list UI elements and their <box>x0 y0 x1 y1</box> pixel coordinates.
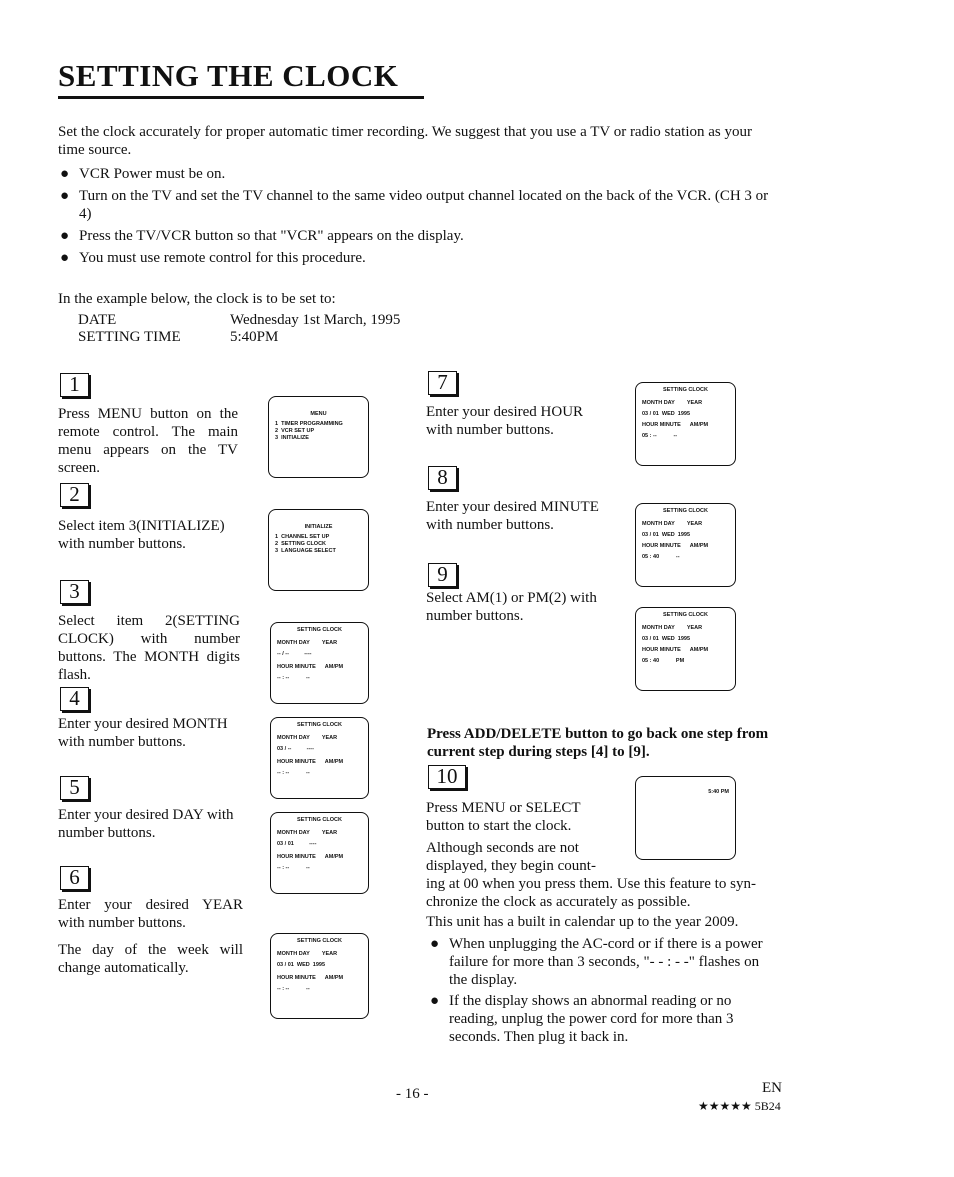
tv-screen-initialize <box>268 509 369 591</box>
step-number-5: 5 <box>60 776 89 800</box>
step-6-text: Enter your desired YEAR with number buttons. <box>58 897 243 931</box>
screen-row: 03 / 01 WED 1995 <box>642 532 690 538</box>
bullet-item: ● When unplugging the AC-cord or if there is a power failure for more than 3 seconds, "- - : - -" flashes on the display. <box>430 936 763 988</box>
bullet-item: ● Turn on the TV and set the TV channel to the same video output channel located on the back of the VCR. (CH 3 or 4) <box>60 188 769 222</box>
screen-row: HOUR MINUTE AM/PM <box>277 975 344 981</box>
screen-row: 05 : 40 PM <box>642 658 685 664</box>
screen-header: INITIALIZE <box>304 524 333 530</box>
screen-row: 03 / 01 WED 1995 <box>642 411 690 417</box>
step-8-text: Enter your desired MINUTE with number buttons. <box>426 499 599 533</box>
screen-row: MONTH DAY YEAR <box>642 400 703 406</box>
step-6-note: The day of the week will change automatically. <box>58 942 243 976</box>
step-number-3: 3 <box>60 580 89 604</box>
screen-row: -- : -- -- <box>277 675 310 681</box>
step-number-10: 10 <box>428 765 466 789</box>
screen-row: MONTH DAY YEAR <box>642 625 703 631</box>
screen-header: SETTING CLOCK <box>297 627 342 633</box>
screen-row: HOUR MINUTE AM/PM <box>642 422 709 428</box>
step-number-7: 7 <box>428 371 457 395</box>
screen-row: 03 / 01 WED 1995 <box>642 636 690 642</box>
date-label: DATE <box>78 312 117 328</box>
screen-row: MONTH DAY YEAR <box>642 521 703 527</box>
step-1-text: Press MENU button on the remote control. The main menu appears on the TV screen. <box>58 406 238 476</box>
seconds-note: Although seconds are not <box>426 840 579 856</box>
screen-row: HOUR MINUTE AM/PM <box>277 664 344 670</box>
screen-header: SETTING CLOCK <box>297 817 342 823</box>
screen-row: 1 CHANNEL SET UP <box>275 534 330 540</box>
screen-header: MENU <box>310 411 327 417</box>
screen-header: SETTING CLOCK <box>663 387 708 393</box>
screen-row: -- : -- -- <box>277 770 310 776</box>
screen-row: 2 VCR SET UP <box>275 428 315 434</box>
tv-screen-menu <box>268 396 369 478</box>
screen-row: 05 : 40 -- <box>642 554 680 560</box>
screen-row: 2 SETTING CLOCK <box>275 541 327 547</box>
add-delete-note: Press ADD/DELETE button to go back one step from current step during steps [4] to [9]. <box>427 726 769 760</box>
time-value: 5:40PM <box>230 329 279 345</box>
step-7-text: Enter your desired HOUR with number buttons. <box>426 404 584 438</box>
screen-clock-time: 5:40 PM <box>708 789 729 795</box>
bullet-item: ● If the display shows an abnormal reading or no reading, unplug the power cord for more than 3 seconds. Then plug it back in. <box>430 993 734 1045</box>
step-4-text: Enter your desired MONTH with number buttons. <box>58 716 228 750</box>
step-9-text: Select AM(1) or PM(2) with number buttons. <box>426 590 597 624</box>
step-number-6: 6 <box>60 866 89 890</box>
step-10-text: Press MENU or SELECT button to start the clock. <box>426 800 581 834</box>
screen-row: 05 : -- -- <box>642 433 678 439</box>
step-number-9: 9 <box>428 563 457 587</box>
intro-text: Set the clock accurately for proper automatic timer recording. We suggest that you use a TV or radio station as your time source. <box>58 124 752 158</box>
screen-row: MONTH DAY YEAR <box>277 735 338 741</box>
screen-row: 03 / 01 WED 1995 <box>277 962 325 968</box>
date-value: Wednesday 1st March, 1995 <box>230 312 401 328</box>
seconds-note: chronize the clock as accurately as possible. <box>426 894 691 910</box>
screen-row: HOUR MINUTE AM/PM <box>642 647 709 653</box>
step-5-text: Enter your desired DAY with number buttons. <box>58 807 234 841</box>
tv-screen-step-10 <box>635 776 736 860</box>
screen-row: MONTH DAY YEAR <box>277 830 338 836</box>
title-underline <box>58 96 424 99</box>
calendar-note: This unit has a built in calendar up to the year 2009. <box>426 914 739 930</box>
tv-screen-step-4 <box>270 717 369 799</box>
seconds-note: ing at 00 when you press them. Use this feature to syn- <box>426 876 756 892</box>
step-2-text: Select item 3(INITIALIZE) with number buttons. <box>58 518 225 552</box>
screen-header: SETTING CLOCK <box>663 612 708 618</box>
screen-row: HOUR MINUTE AM/PM <box>642 543 709 549</box>
step-number-1: 1 <box>60 373 89 397</box>
model-code: ★★★★★ 5B24 <box>698 1099 781 1113</box>
screen-row: -- / -- ---- <box>277 651 312 657</box>
seconds-note: displayed, they begin count- <box>426 858 596 874</box>
step-number-8: 8 <box>428 466 457 490</box>
language-code: EN <box>762 1080 782 1096</box>
screen-row: -- : -- -- <box>277 986 310 992</box>
step-number-2: 2 <box>60 483 89 507</box>
example-intro: In the example below, the clock is to be set to: <box>58 291 336 307</box>
tv-screen-step-9 <box>635 607 736 691</box>
tv-screen-step-6 <box>270 933 369 1019</box>
screen-header: SETTING CLOCK <box>297 722 342 728</box>
tv-screen-step-3 <box>270 622 369 704</box>
screen-row: -- : -- -- <box>277 865 310 871</box>
screen-row: 1 TIMER PROGRAMMING <box>275 421 343 427</box>
screen-row: MONTH DAY YEAR <box>277 951 338 957</box>
screen-row: 3 INITIALIZE <box>275 435 309 441</box>
screen-row: HOUR MINUTE AM/PM <box>277 759 344 765</box>
page-title: SETTING THE CLOCK <box>58 58 399 93</box>
time-label: SETTING TIME <box>78 329 181 345</box>
screen-row: 03 / 01 ---- <box>277 841 317 847</box>
screen-row: 03 / -- ---- <box>277 746 314 752</box>
tv-screen-step-7 <box>635 382 736 466</box>
step-3-text: Select item 2(SETTING CLOCK) with number buttons. The MONTH digits flash. <box>58 613 240 683</box>
page-number: - 16 - <box>396 1086 429 1102</box>
tv-screen-step-8 <box>635 503 736 587</box>
tv-screen-step-5 <box>270 812 369 894</box>
screen-header: SETTING CLOCK <box>297 938 342 944</box>
screen-row: 3 LANGUAGE SELECT <box>275 548 336 554</box>
screen-row: MONTH DAY YEAR <box>277 640 338 646</box>
step-number-4: 4 <box>60 687 89 711</box>
screen-row: HOUR MINUTE AM/PM <box>277 854 344 860</box>
screen-header: SETTING CLOCK <box>663 508 708 514</box>
